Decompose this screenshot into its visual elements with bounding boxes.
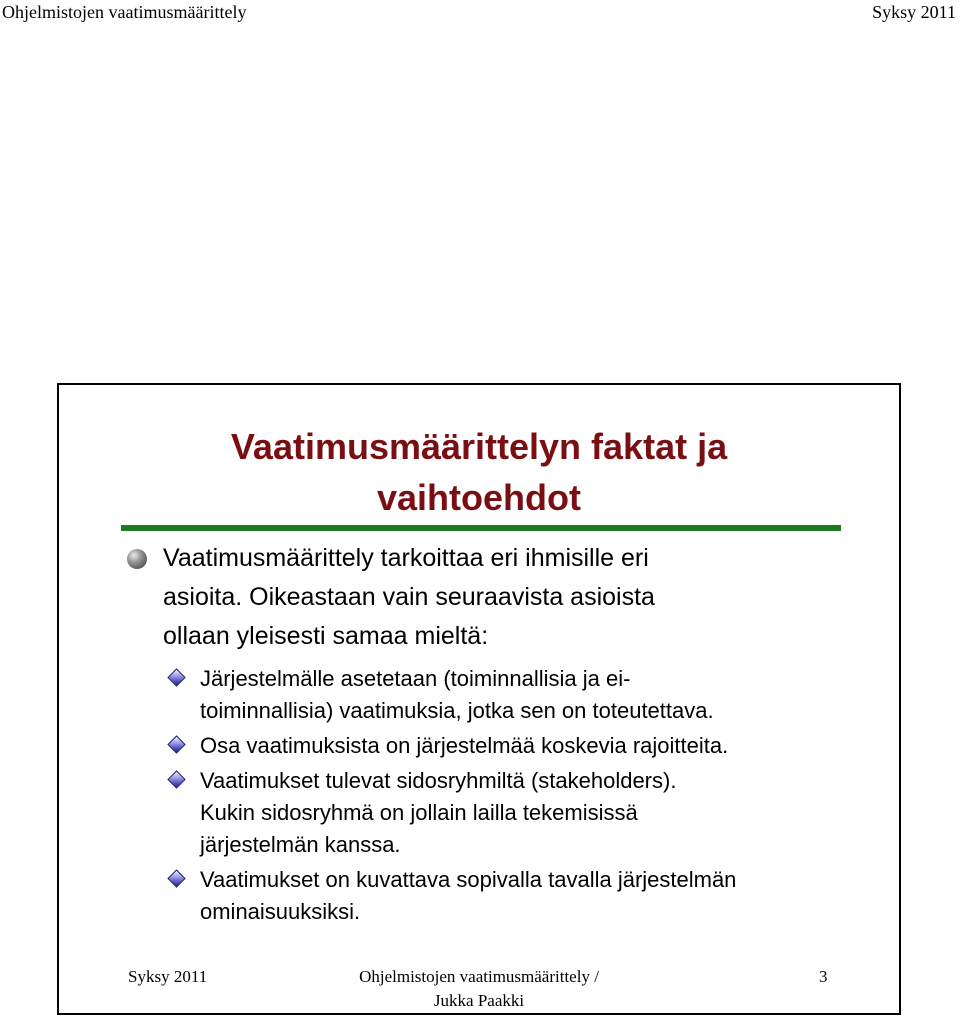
bullet-text-line: toiminnallisia) vaatimuksia, jotka sen on toteutettava. [200,698,714,723]
slide-page-number: 3 [819,967,828,986]
footer-term: Syksy 2011 [128,967,208,986]
bullet-text-line: Järjestelmälle asetetaan (toiminnallisia ja ei- [200,666,631,691]
slide-body [127,539,847,928]
sub-bullet [167,730,847,762]
sub-bullet [167,663,847,727]
slide-title [59,421,899,523]
bullet-text-line: Vaatimukset tulevat sidosryhmiltä (stakeholders). [200,768,677,793]
footer-course-author [329,965,629,1013]
main-bullet [127,539,847,656]
bullet-text-line: Vaatimusmäärittely tarkoittaa eri ihmisille eri [163,544,649,572]
sub-bullet [167,765,847,861]
page-header-term: Syksy 2011 [872,2,956,22]
bullet-text-line: ollaan yleisesti samaa mieltä: [163,622,489,650]
bullet-text-line: järjestelmän kanssa. [200,832,401,857]
footer-author: Jukka Paakki [433,991,525,1010]
diamond-bullet-icon [167,668,185,686]
slide-title-line: Vaatimusmäärittelyn faktat ja [230,426,728,467]
diamond-bullet-icon [167,770,185,788]
bullet-text-line: Kukin sidosryhmä on jollain lailla tekemisissä [200,800,638,825]
slide [57,383,901,1015]
page-header [0,0,960,28]
bullet-text-line: asioita. Oikeastaan vain seuraavista asioista [163,583,655,611]
page-header-course: Ohjelmistojen vaatimusmäärittely [2,2,247,22]
sub-bullet [167,864,847,928]
footer-course: Ohjelmistojen vaatimusmäärittely / [359,967,599,986]
bullet-text-line: Osa vaatimuksista on järjestelmää koskevia rajoitteita. [200,733,729,758]
slide-title-line: vaihtoehdot [377,477,581,518]
diamond-bullet-icon [167,869,185,887]
diamond-bullet-icon [167,735,185,753]
bullet-text-line: ominaisuuksiksi. [200,899,361,924]
title-divider [121,525,841,531]
sphere-bullet-icon [127,549,147,569]
bullet-text-line: Vaatimukset on kuvattava sopivalla tavalla järjestelmän [200,867,737,892]
